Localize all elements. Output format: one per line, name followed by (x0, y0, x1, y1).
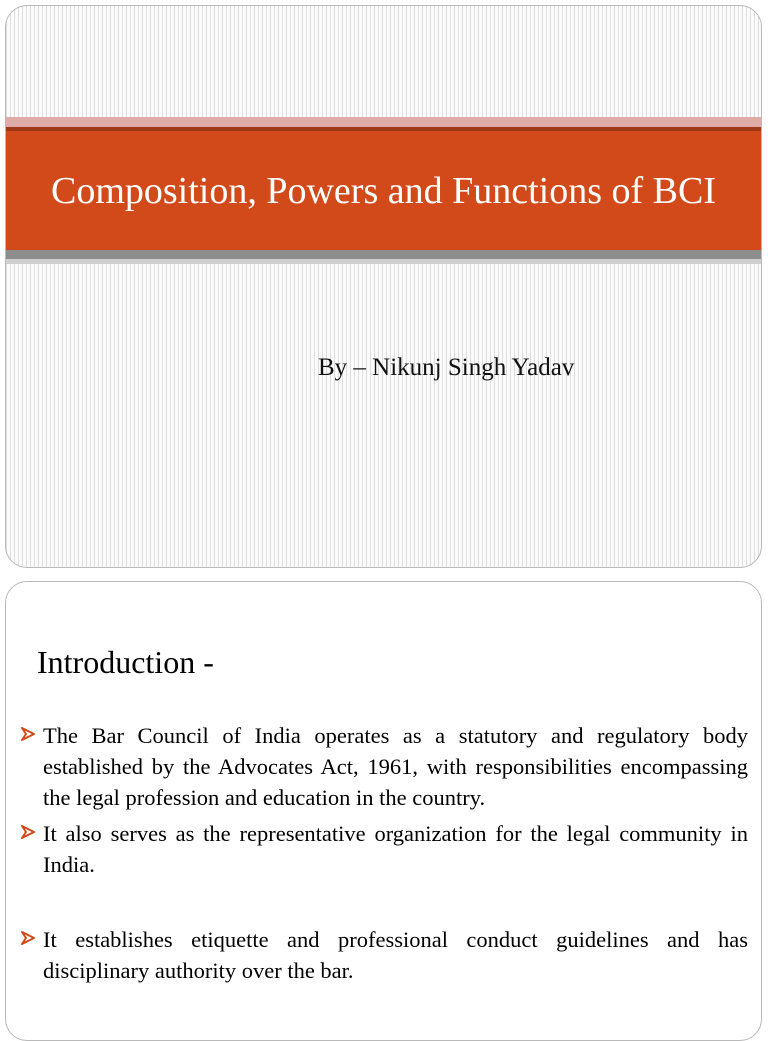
bullet-list-1 (20, 720, 748, 880)
title-band-bottom-fade (6, 259, 761, 264)
arrow-bullet-icon (20, 818, 43, 845)
title-band-top-stripe (6, 117, 761, 127)
slide-subtitle: By – Nikunj Singh Yadav (318, 354, 575, 381)
bullet-text: The Bar Council of India operates as a statutory and regulatory body established by the Advocates Act, 1961, with responsibilities encompassing the legal profession and education in the country. (43, 723, 748, 810)
arrow-bullet-icon (20, 924, 43, 951)
bullet-list-2 (20, 924, 748, 986)
title-slide (5, 5, 762, 568)
slide-title: Composition, Powers and Functions of BCI (50, 169, 717, 212)
list-item (20, 720, 748, 813)
title-band (6, 131, 761, 250)
arrow-bullet-icon (20, 720, 43, 747)
section-heading: Introduction - (37, 644, 214, 680)
list-item (20, 818, 748, 880)
bullet-text: It also serves as the representative organization for the legal community in India. (43, 821, 748, 877)
list-item (20, 924, 748, 986)
introduction-slide (5, 581, 762, 1041)
bullet-text: It establishes etiquette and professional conduct guidelines and has disciplinary authority over the bar. (43, 927, 748, 983)
title-band-bottom-stripe (6, 250, 761, 259)
